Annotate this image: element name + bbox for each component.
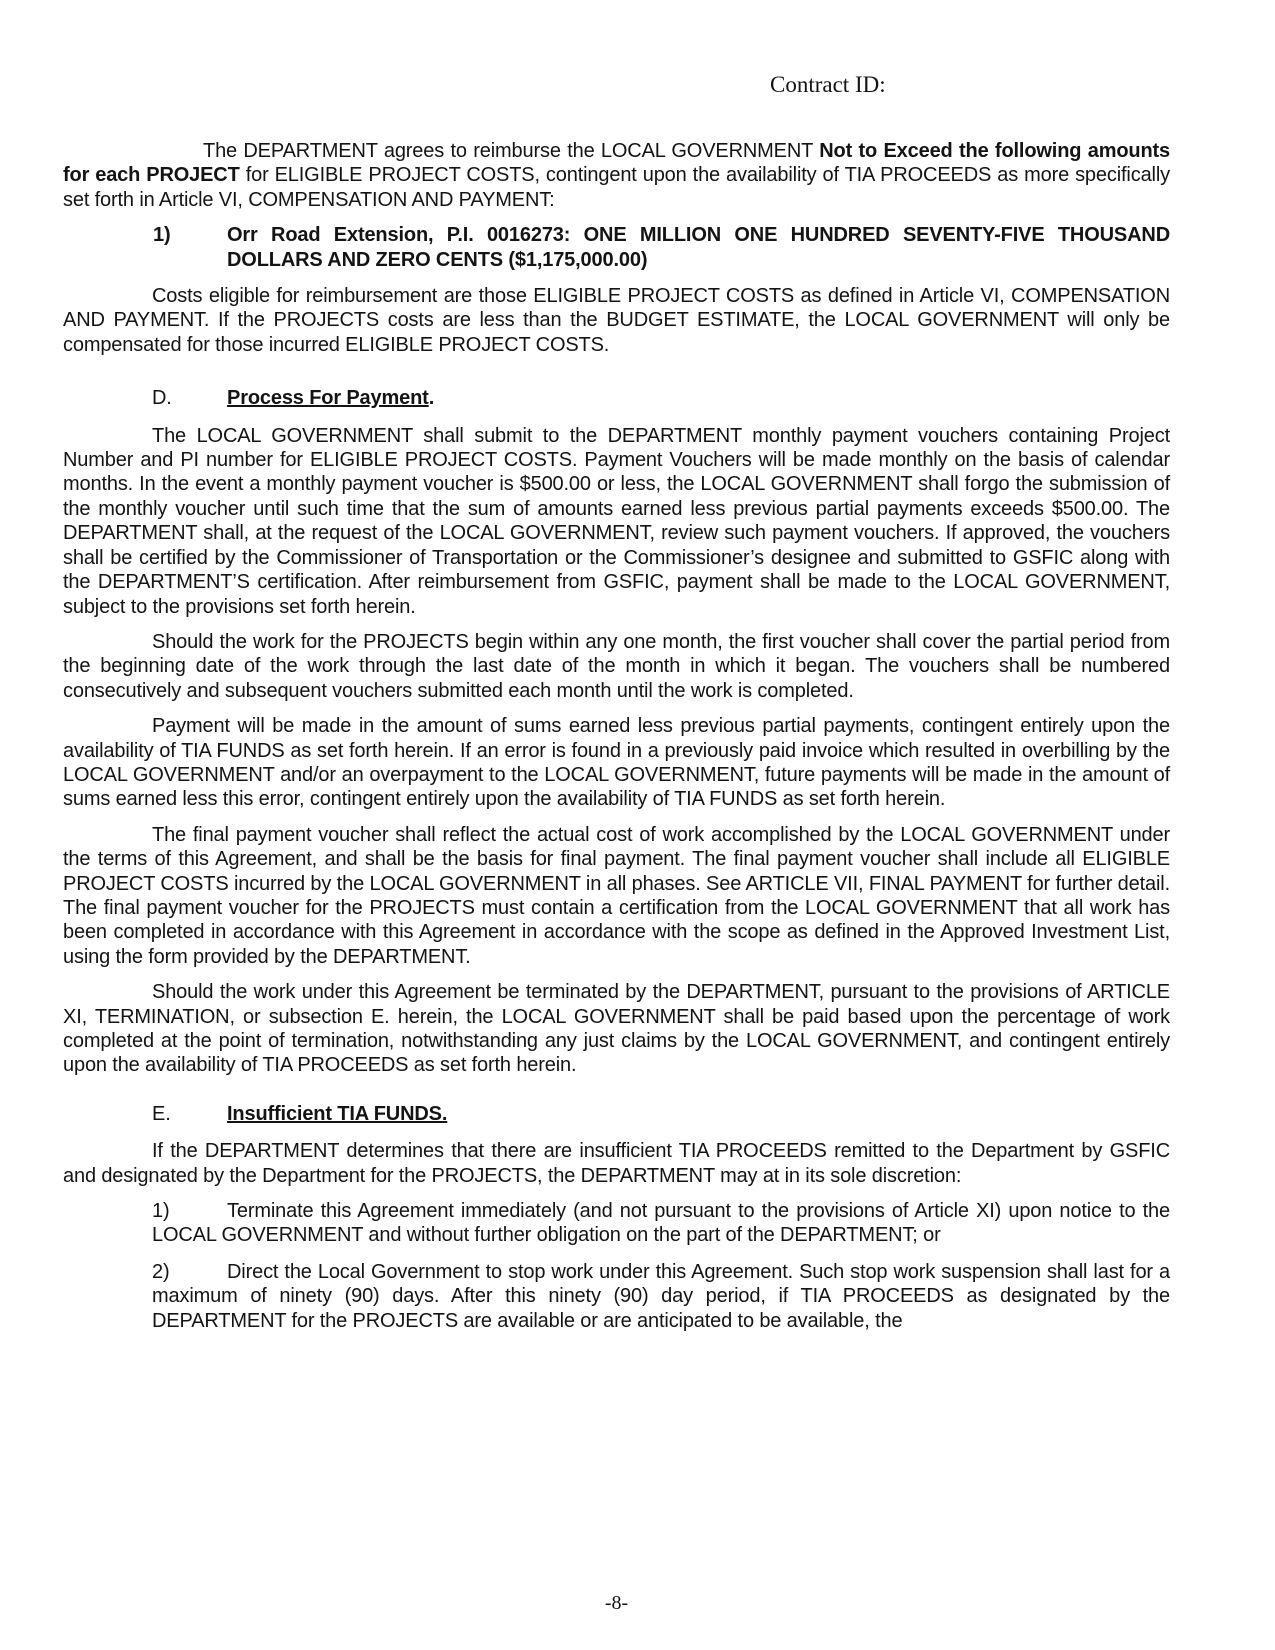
paragraph-termination-payment: Should the work under this Agreement be terminated by the DEPARTMENT, pursuant to the provisions of ARTICLE XI, TERMINATION, or subsection E. herein, the LOCAL GOVERNMENT shall be paid based upon the percentage of work completed at the point of termination, notwithstanding any just claims by the LOCAL GOVERNMENT, and contingent entirely upon the availability of TIA PROCEEDS as set forth herein. bbox=[63, 981, 1170, 1077]
contract-id-label: Contract ID: bbox=[770, 72, 886, 97]
heading-d-period: . bbox=[428, 387, 435, 410]
paragraph-final-voucher: The final payment voucher shall reflect the actual cost of work accomplished by the LOCAL GOVERNMENT under the terms of this Agreement, and shall be the basis for final payment. The final payment voucher shall include all ELIGIBLE PROJECT COSTS incurred by the LOCAL GOVERNMENT in all phases. See ARTICLE VII, FINAL PAYMENT for further detail. The final payment voucher for the PROJECTS must contain a certification from the LOCAL GOVERNMENT that all work has been completed in accordance with this Agreement in accordance with the scope as defined in the Approved Investment List, using the form provided by the DEPARTMENT. bbox=[63, 823, 1170, 968]
project-amount-item bbox=[63, 223, 1170, 272]
discretion-item-1-number: 1) bbox=[152, 1200, 170, 1223]
paragraph-costs-eligible: Costs eligible for reimbursement are those ELIGIBLE PROJECT COSTS as defined in Article VI, COMPENSATION AND PAYMENT. If the PROJECTS costs are less than the BUDGET ESTIMATE, the LOCAL GOVERNMENT will only be compensated for those incurred ELIGIBLE PROJECT COSTS. bbox=[63, 285, 1170, 356]
reimburse-intro-bold: Not to Exceed the following amounts for each PROJECT bbox=[63, 140, 1171, 187]
reimburse-intro-text-2: for ELIGIBLE PROJECT COSTS, contingent upon the availability of TIA PROCEEDS as more specifically set forth in Article VI, COMPENSATION AND PAYMENT: bbox=[63, 164, 1170, 211]
discretion-item-terminate bbox=[152, 1199, 1170, 1248]
heading-d-letter: D. bbox=[152, 387, 172, 410]
reimburse-intro-text-1: The DEPARTMENT agrees to reimburse the LOCAL GOVERNMENT bbox=[203, 140, 820, 162]
discretion-item-2-text: Direct the Local Government to stop work under this Agreement. Such stop work suspension shall last for a maximum of ninety (90) days. After this ninety (90) day period, if TIA PROCEEDS as designated by the DEPARTMENT for the PROJECTS are available or are anticipated to be available, the bbox=[152, 1260, 1170, 1332]
heading-e-letter: E. bbox=[152, 1102, 171, 1125]
paragraph-reimburse-intro bbox=[63, 139, 1170, 212]
project-amount-item-number: 1) bbox=[153, 224, 171, 247]
heading-process-for-payment bbox=[63, 386, 1170, 410]
document-content bbox=[63, 0, 1170, 1345]
heading-insufficient-tia-funds bbox=[63, 1102, 1170, 1126]
heading-d-title: Process For Payment bbox=[227, 387, 429, 410]
paragraph-payment-amount: Payment will be made in the amount of sums earned less previous partial payments, contingent entirely upon the availability of TIA FUNDS as set forth herein. If an error is found in a previously paid invoice which resulted in overbilling by the LOCAL GOVERNMENT and/or an overpayment to the LOCAL GOVERNMENT, future payments will be made in the amount of sums earned less this error, contingent entirely upon the availability of TIA FUNDS as set forth herein. bbox=[63, 715, 1170, 811]
page-number: -8- bbox=[604, 1592, 629, 1614]
discretion-item-stop-work bbox=[152, 1260, 1170, 1333]
project-amount-item-text: Orr Road Extension, P.I. 0016273: ONE MILLION ONE HUNDRED SEVENTY-FIVE THOUSAND DOLLARS AND ZERO CENTS ($1,175,000.00) bbox=[227, 224, 1170, 271]
paragraph-insufficient-proceeds: If the DEPARTMENT determines that there are insufficient TIA PROCEEDS remitted to the Department by GSFIC and designated by the Department for the PROJECTS, the DEPARTMENT may at in its sole discretion: bbox=[63, 1140, 1170, 1187]
paragraph-first-voucher: Should the work for the PROJECTS begin within any one month, the first voucher shall cover the partial period from the beginning date of the work through the last date of the month in which it began. The vouchers shall be numbered consecutively and subsequent vouchers submitted each month until the work is completed. bbox=[63, 630, 1170, 702]
discretion-item-1-text: Terminate this Agreement immediately (and not pursuant to the provisions of Article XI) upon notice to the LOCAL GOVERNMENT and without further obligation on the part of the DEPARTMENT; or bbox=[152, 1200, 1170, 1247]
paragraph-monthly-vouchers: The LOCAL GOVERNMENT shall submit to the DEPARTMENT monthly payment vouchers containing Project Number and PI number for ELIGIBLE PROJECT COSTS. Payment Vouchers will be made monthly on the basis of calendar months. In the event a monthly payment voucher is $500.00 or less, the LOCAL GOVERNMENT shall forgo the submission of the monthly voucher until such time that the sum of amounts earned less previous partial payments exceeds $500.00. The DEPARTMENT shall, at the request of the LOCAL GOVERNMENT, review such payment vouchers. If approved, the vouchers shall be certified by the Commissioner of Transportation or the Commissioner’s designee and submitted to GSFIC along with the DEPARTMENT’S certification. After reimbursement from GSFIC, payment shall be made to the LOCAL GOVERNMENT, subject to the provisions set forth herein. bbox=[63, 424, 1170, 618]
heading-e-title: Insufficient TIA FUNDS. bbox=[227, 1102, 448, 1125]
discretion-item-2-number: 2) bbox=[152, 1260, 170, 1283]
